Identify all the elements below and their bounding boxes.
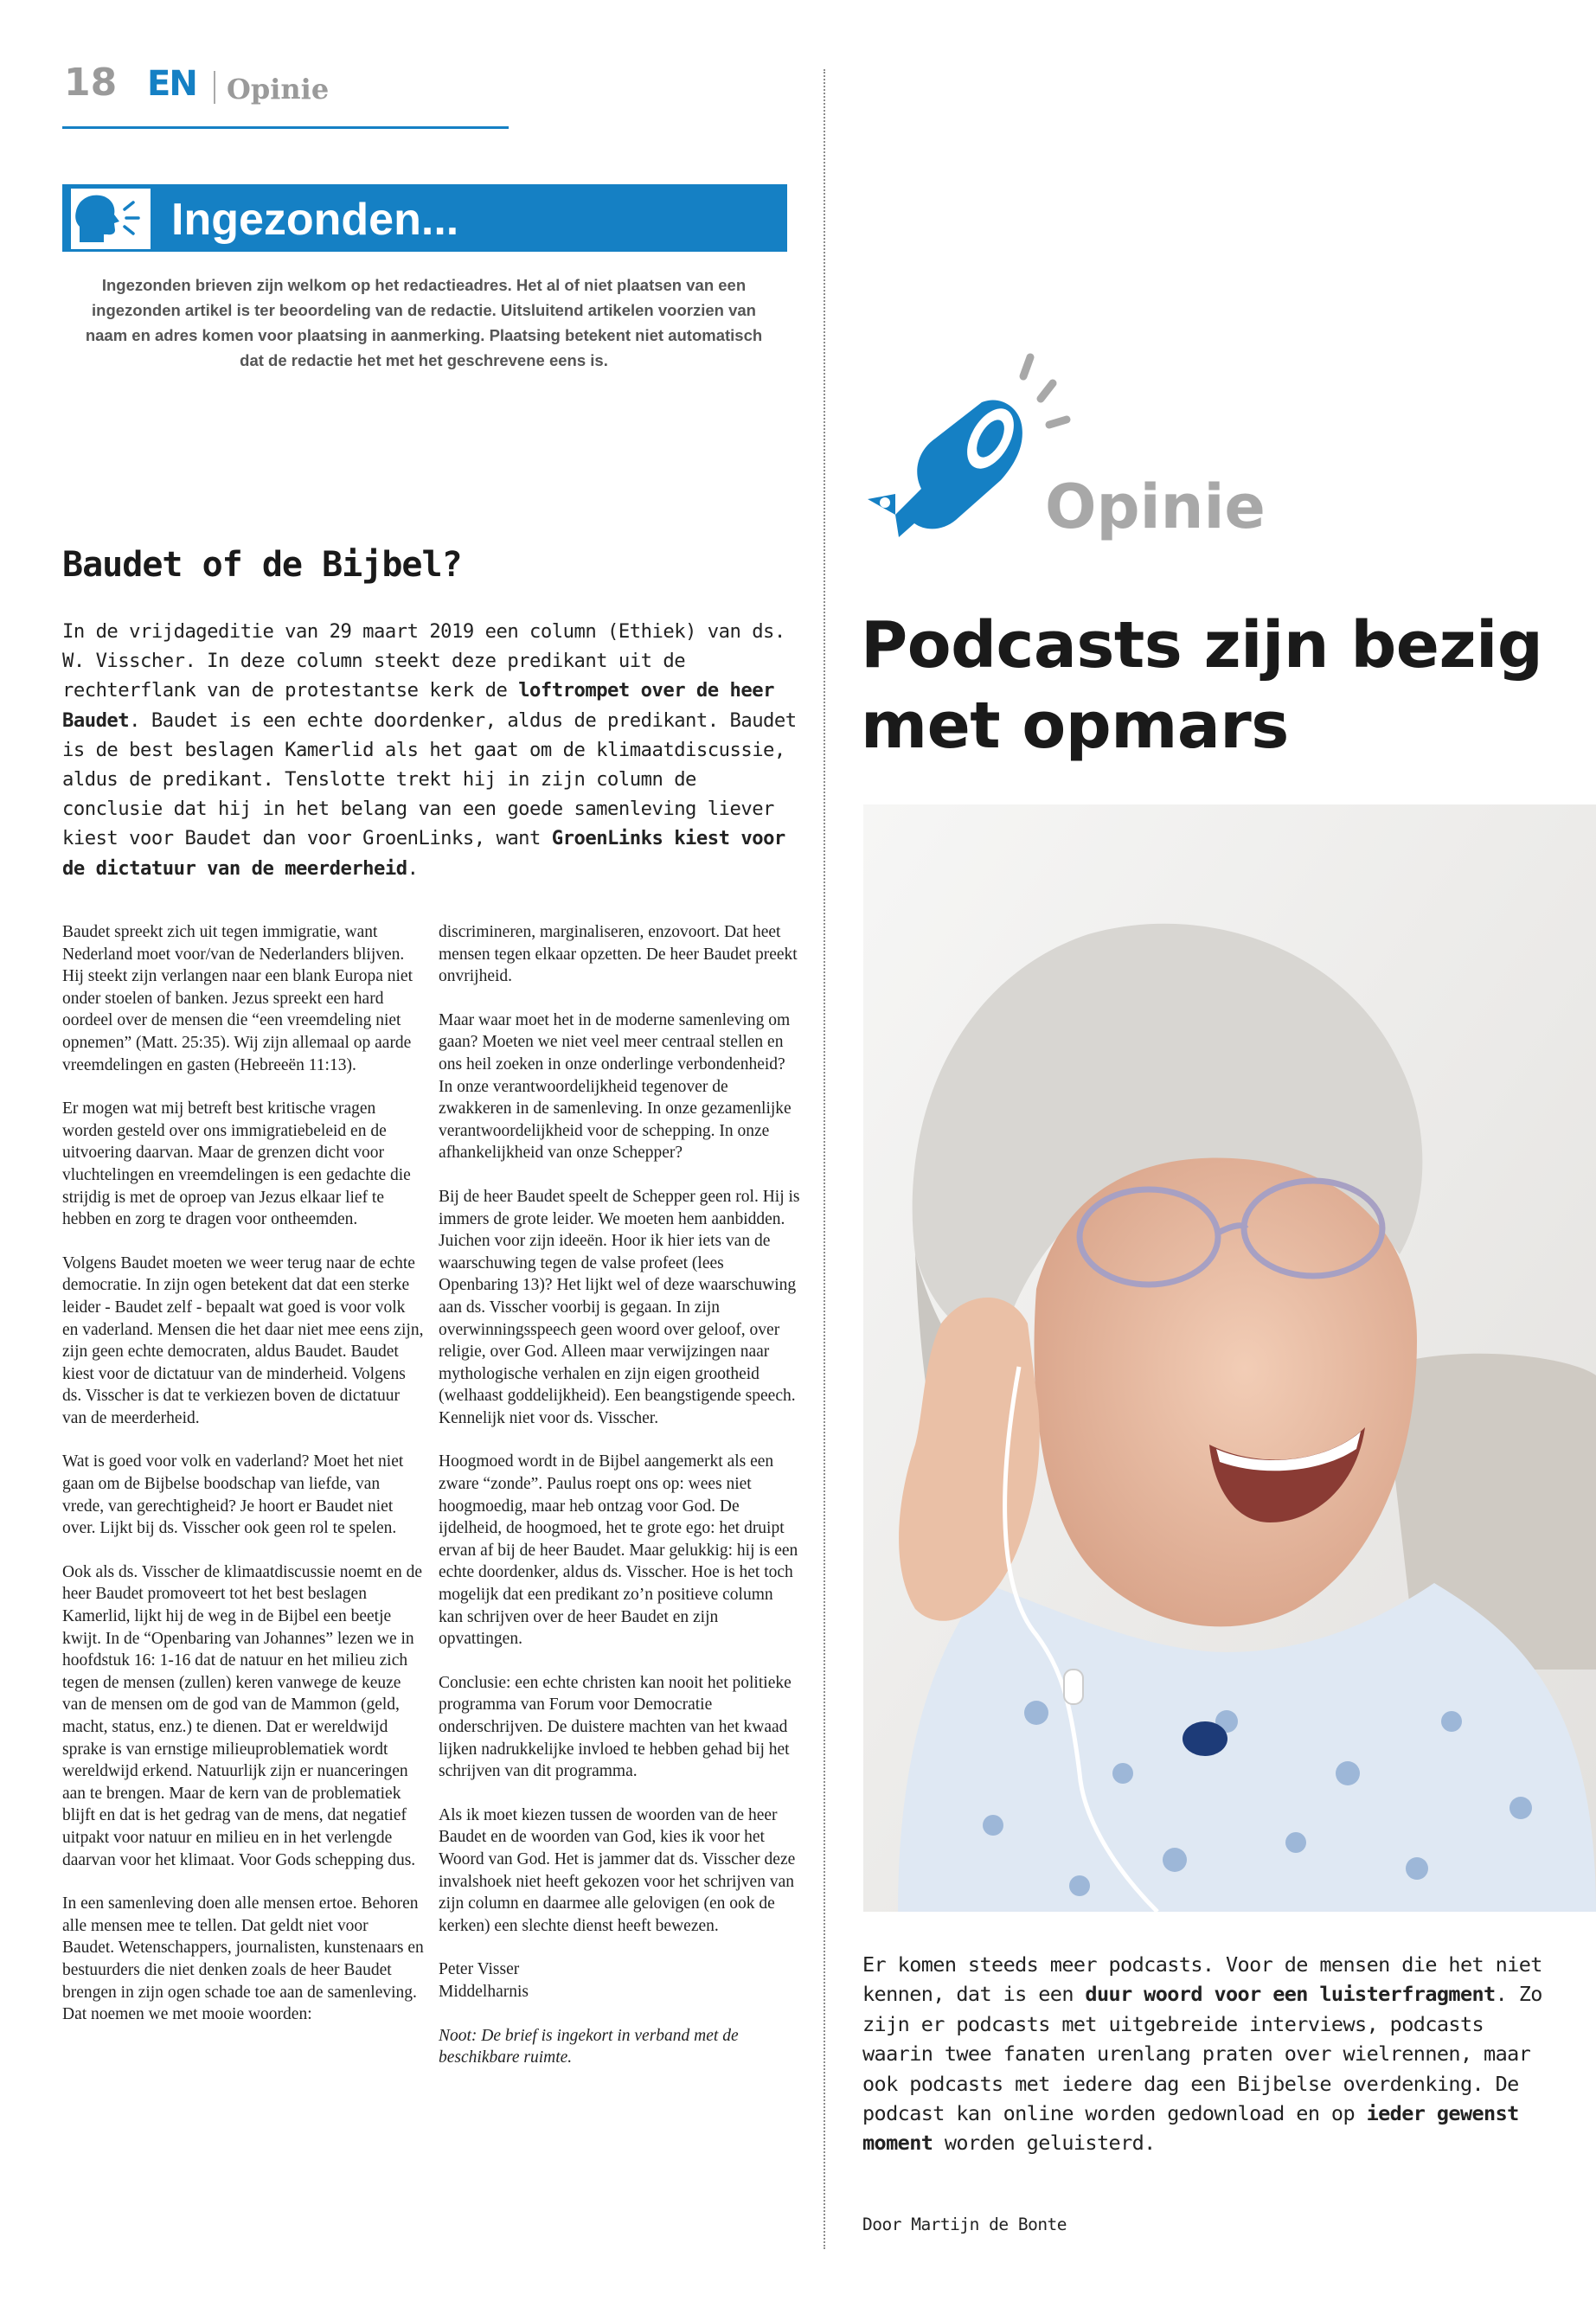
paragraph: Baudet spreekt zich uit tegen immigratie, want Nederland moet voor/van de Nederlanders blijven. Hij steekt zijn verlangen naar een blank Europa niet onder stoelen of banken. Jezus spreekt een hard oordeel over de mensen die “een vreemdeling niet opnemen” (Matt. 25:35). Wij zijn allemaal op aarde vreemdelingen en gasten (Hebreeën 11:13). bbox=[62, 923, 413, 1074]
paragraph: Ook als ds. Visscher de klimaatdiscussie noemt en de heer Baudet promoveert tot het best beslagen Kamerlid, lijkt hij de weg in de Bijbel een beetje kwijt. In de “Openbaring van Johannes” lezen we in hoofdstuk 16: 1-16 dat de natuur en het milieu zich tegen de mensen (zullen) keren vanwege de keuze van de mensen om de god van de Mammon (geld, macht, status, enz.) te dienen. Dat er wereldwijd sprake is van ernstige milieuproblematiek wordt wereldwijd erkend. Natuurlijk zijn er nuanceringen aan te brengen. Maar de kern van de problematiek blijft en dat is het gedrag van de mens, dat negatief uitpakt voor natuur en milieu en in het verlengde daarvan voor het klimaat. Voor Gods schepping dus. bbox=[62, 1562, 423, 1869]
en-logo: EN bbox=[147, 64, 196, 104]
paragraph: Maar waar moet het in de moderne samenleving om gaan? Moeten we niet veel meer centraal stellen en ons heil zoeken in onze onderlinge verbondenheid? In onze verantwoordelijkheid tegenover de zwakkeren in de samenleving. In onze gezamenlijke verantwoordelijkheid voor de schepping. In onze afhankelijkheid van onze Schepper? bbox=[439, 1010, 792, 1163]
paragraph: Bij de heer Baudet speelt de Schepper geen rol. Hij is immers de grote leider. We moeten hem aanbidden. Juichen voor zijn ideeën. Hoor ik hier iets van de waarschuwing tegen de valse profeet (lees Openbaring 13)? Het lijkt wel of deze waarschuwing aan ds. Visscher voorbij is gegaan. In zijn overwinningsspeech geen woord over geloof, over religie, over God. Alleen maar verwijzingen naar mythologische verhalen en zijn eigen grootheid (welhaast goddelijkheid). Een beangstigende speech. Kennelijk niet voor ds. Visscher. bbox=[439, 1187, 800, 1427]
header-separator bbox=[214, 71, 215, 104]
podcast-body: Er komen steeds meer podcasts. Voor de mensen die het niet kennen, dat is een duur woord voor een luisterfragment. Zo zijn er podcasts met uitgebreide interviews, podcasts waarin twee fanaten urenlang praten over wielrennen, maar ook podcasts met iedere dag een Bijbelse overdenking. De podcast kan online worden gedownload en op ieder gewenst moment worden geluisterd. bbox=[862, 1952, 1542, 2156]
signature-place: Middelharnis bbox=[439, 1982, 529, 2001]
speaking-head-icon bbox=[71, 189, 151, 249]
column-divider bbox=[824, 69, 825, 2249]
paragraph: discrimineren, marginaliseren, enzovoort. Dat heet mensen tegen elkaar opzetten. De heer Baudet preekt onvrijheid. bbox=[439, 923, 798, 986]
section-label: Opinie bbox=[227, 73, 330, 106]
editorial-note: Noot: De brief is ingekort in verband met de beschikbare ruimte. bbox=[439, 2026, 739, 2067]
paragraph: Wat is goed voor volk en vaderland? Moet het niet gaan om de Bijbelse boodschap van liefde, van vrede, van gerechtigheid? Je hoort er Baudet niet over. Lijkt bij ds. Visscher ook geen rol te spelen. bbox=[62, 1452, 404, 1538]
page-number: 18 bbox=[64, 61, 118, 105]
paragraph: Conclusie: een echte christen kan nooit het politieke programma van Forum voor Democratie onderschrijven. De duistere machten van het kwaad lijken nadrukkelijke invloed te hebben gehad bij het schrijven van dit programma. bbox=[439, 1673, 792, 1781]
paragraph: In een samenleving doen alle mensen ertoe. Behoren alle mensen mee te tellen. Dat geldt niet voor Baudet. Wetenschappers, journalisten, kunstenaars en bestuurders die niet denken zoals de heer Baudet brengen in zijn ogen schade toe aan de samenleving. Dat noemen we met mooie woorden: bbox=[62, 1894, 424, 2024]
podcast-photo bbox=[863, 804, 1596, 1912]
header-rule bbox=[62, 126, 509, 129]
letter-lead: In de vrijdageditie van 29 maart 2019 een column (Ethiek) van ds. W. Visscher. In deze column steekt deze predikant uit de rechterflank van de protestantse kerk de loftrompet over de heer Baudet. Baudet is een echte doordenker, aldus de predikant. Baudet is de best beslagen Kamerlid als het gaat om de klimaatdiscussie, aldus de predikant. Tenslotte trekt hij in zijn column de conclusie dat hij in het belang van een goede samenleving liever kiest voor Baudet dan voor GroenLinks, want GroenLinks kiest voor de dictatuur van de meerderheid. bbox=[62, 620, 797, 880]
paragraph: Hoogmoed wordt in de Bijbel aangemerkt als een zware “zonde”. Paulus roept ons op: wees niet hoogmoedig, maar heb ontzag voor God. De ijdelheid, de hoogmoed, het te grote ego: het druipt ervan af bij de heer Baudet. Maar gelukkig: hij is een echte doordenker, aldus ds. Visscher. Hoe is het toch mogelijk dat een predikant zo’n positieve column kan schrijven over de heer Baudet en zijn opvattingen. bbox=[439, 1452, 798, 1649]
podcast-headline: Podcasts zijn bezig met opmars bbox=[861, 608, 1543, 763]
signature-name: Peter Visser bbox=[439, 1960, 520, 1979]
letter-column-2 bbox=[439, 921, 800, 2091]
opinie-label: Opinie bbox=[1045, 471, 1266, 542]
letter-title: Baudet of de Bijbel? bbox=[62, 545, 462, 585]
ingezonden-title: Ingezonden... bbox=[171, 195, 459, 245]
paragraph: Als ik moet kiezen tussen de woorden van de heer Baudet en de woorden van God, kies ik voor het Woord van God. Het is jammer dat ds. Visscher deze invalshoek niet heeft gekozen voor het schrijven van zijn column en daarmee alle gelovigen (en ook de kerken) een slechte dienst heeft bewezen. bbox=[439, 1805, 796, 1935]
ingezonden-intro: Ingezonden brieven zijn welkom op het redactieadres. Het al of niet plaatsen van een ingezonden artikel is ter beoordeling van de redactie. Uitsluitend artikelen voorzien van naam en adres komen voor plaatsing in aanmerking. Plaatsing betekent niet automatisch dat de redactie het met het geschrevene eens is. bbox=[85, 276, 763, 369]
signature bbox=[439, 1958, 800, 2003]
letter-column-1 bbox=[62, 921, 424, 2048]
byline: Door Martijn de Bonte bbox=[862, 2214, 1067, 2234]
paragraph: Er mogen wat mij betreft best kritische vragen worden gesteld over ons immigratiebeleid en de uitvoering daarvan. Maar de grenzen dicht voor vluchtelingen en vreemdelingen is een gedachte die strijdig is met de oproep van Jezus elkaar lief te hebben en zorg te dragen voor ontheemden. bbox=[62, 1099, 411, 1229]
paragraph: Volgens Baudet moeten we weer terug naar de echte democratie. In zijn ogen betekent dat dat een sterke leider - Baudet zelf - bepaalt wat goed is voor volk en vaderland. Mensen die het daar niet mee eens zijn, zijn geen echte democraten, aldus Baudet. Baudet kiest voor de dictatuur van de minderheid. Volgens ds. Visscher is dat te verkiezen boven de dictatuur van de meerderheid. bbox=[62, 1253, 424, 1427]
